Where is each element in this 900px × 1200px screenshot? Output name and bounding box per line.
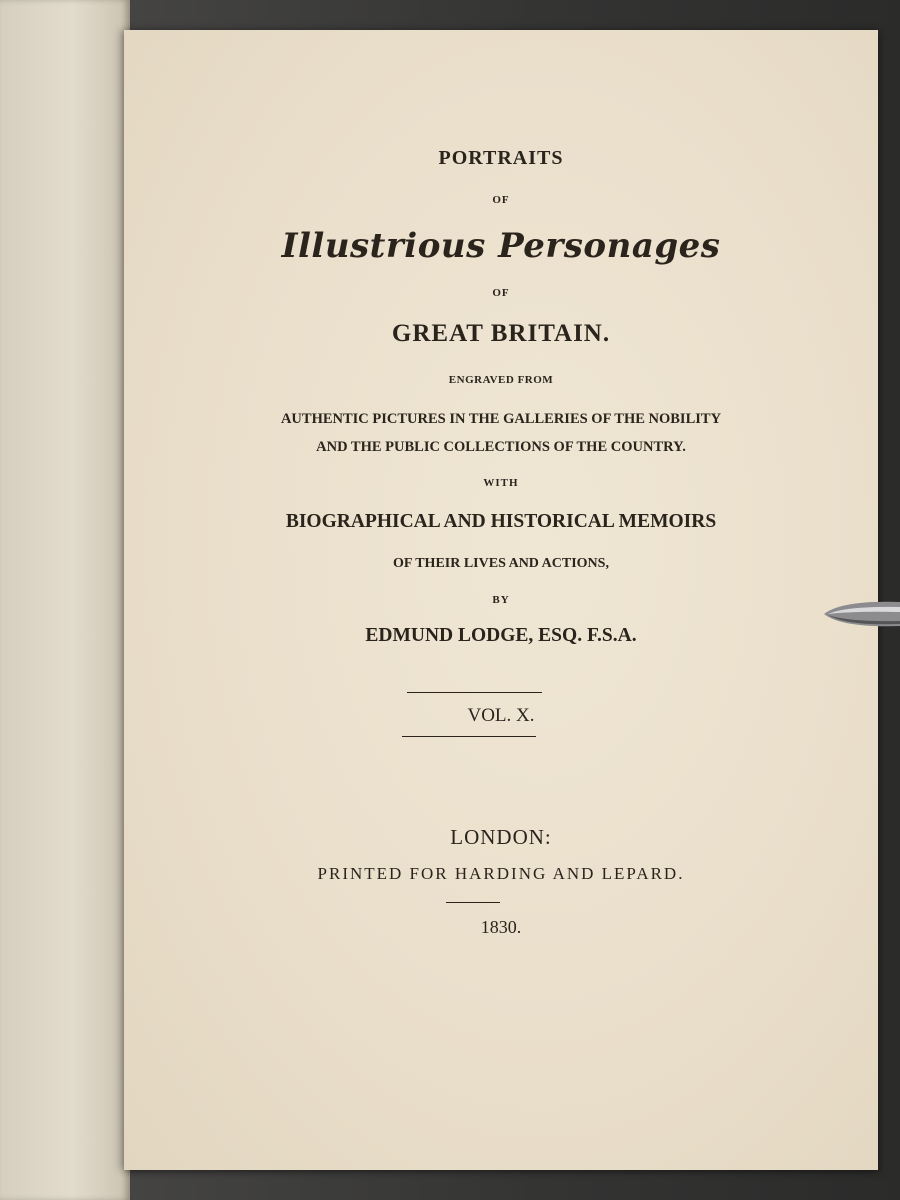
rule-below-volume: [402, 736, 536, 737]
title-portraits: PORTRAITS: [438, 147, 564, 169]
title-illustrious-personages: Illustrious Personages: [281, 226, 721, 266]
publication-year: 1830.: [480, 917, 522, 937]
by-line: BY: [492, 594, 510, 606]
title-page: [124, 30, 878, 1170]
public-collections-line: AND THE PUBLIC COLLECTIONS OF THE COUNTRY.: [316, 439, 686, 455]
lives-actions-line: OF THEIR LIVES AND ACTIONS,: [393, 556, 609, 571]
author-line: EDMUND LODGE, ESQ. F.S.A.: [365, 625, 637, 646]
rule-above-volume: [407, 692, 542, 693]
authentic-pictures-line: AUTHENTIC PICTURES IN THE GALLERIES OF THE NOBILITY: [280, 411, 722, 427]
title-great-britain: GREAT BRITAIN.: [391, 320, 611, 347]
title-of-1: OF: [492, 194, 510, 206]
printer-line: PRINTED FOR HARDING AND LEPARD.: [317, 864, 685, 883]
place-london: LONDON:: [450, 825, 552, 849]
with-line: WITH: [483, 477, 519, 489]
engraved-from: ENGRAVED FROM: [448, 374, 554, 386]
metal-bookmark-clip: [822, 598, 900, 630]
volume-number: VOL. X.: [467, 705, 535, 726]
rule-above-year: [446, 902, 500, 903]
title-of-2: OF: [492, 287, 510, 299]
left-page-edge: [0, 0, 130, 1200]
memoirs-line: BIOGRAPHICAL AND HISTORICAL MEMOIRS: [285, 511, 717, 532]
